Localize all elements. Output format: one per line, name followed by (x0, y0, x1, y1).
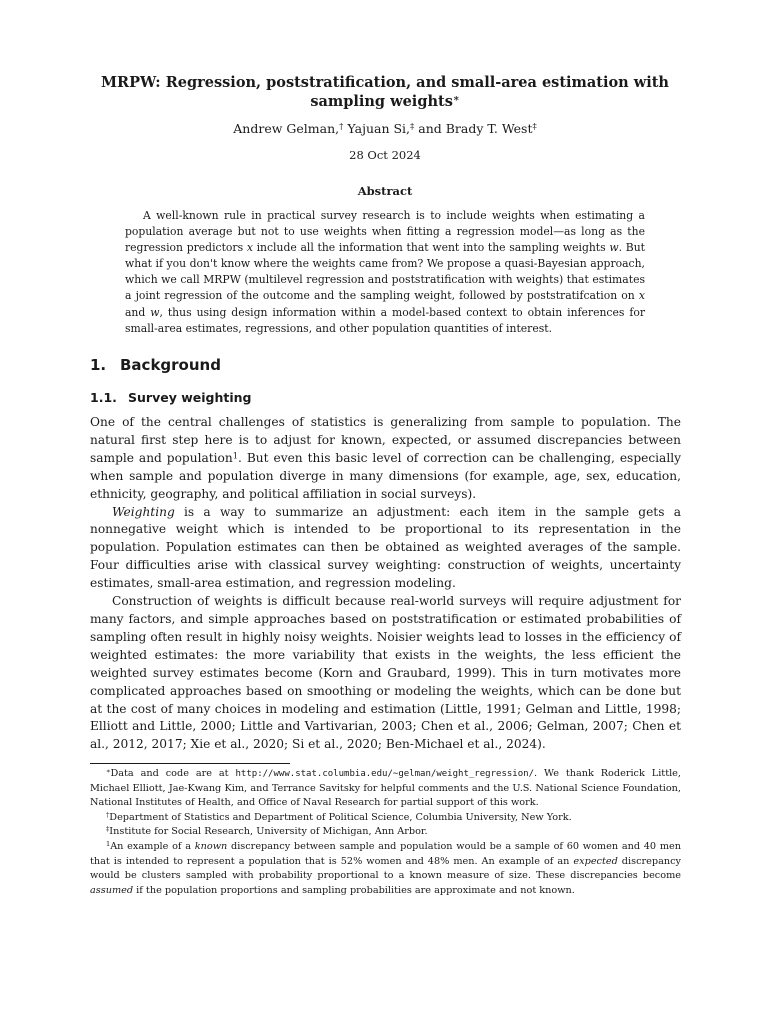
footnote-1 (90, 840, 681, 898)
author-list (0, 121, 770, 137)
title-line-2: sampling weights (310, 93, 453, 110)
footnote-ddagger-mark: ‡ (106, 825, 110, 834)
data-code-link[interactable]: http://www.stat.columbia.edu/∼gelman/weight_regression/ (235, 769, 535, 779)
footnote-1-emphasis-known: known (194, 840, 228, 852)
footnote-1-text-b: discrepancy between sample and population would be a sample of 60 women and 40 men that is intended to represent a population that is 52% women and 48% men. An example of an (90, 840, 681, 867)
abstract-part-3: . But what if you don't know where the weights came from? We propose a quasi-Bayesian approach, which we call MRPW (multilevel regression and poststratification with weights) that estimates a joint regression of the outcome and the sampling weight, followed by poststratifcation on (125, 241, 645, 303)
footnote-1-emphasis-expected: expected (573, 855, 618, 867)
abstract-part-2: include all the information that went into the sampling weights (252, 241, 610, 255)
footnote-star-text-b: . We thank Roderick Little, Michael Elliott, Jae-Kwang Kim, and Terrance Savitsky for helpful comments and the U.S. National Science Foundation, National Institutes of Health, and Office of Naval Research for partial support of this work. (90, 768, 681, 809)
title-footnote-mark[interactable]: ∗ (452, 93, 460, 105)
abstract-part-4: and (125, 305, 151, 319)
abstract-var-w: w (150, 305, 160, 319)
footnote-ref-1[interactable]: 1 (232, 450, 239, 461)
footnote-dagger (90, 811, 681, 826)
section-title: Background (120, 356, 221, 374)
author-si-mark[interactable]: ‡ (410, 122, 415, 133)
body-p1-part-a: One of the central challenges of statistics is generalizing from sample to population. The natural first step here is to adjust for known, expected, or assumed discrepancies between sample and population (90, 415, 681, 465)
body-paragraph-1 (90, 414, 681, 504)
footnote-1-text-c: discrepancy would be clusters sampled with probability proportional to a known measure of size. These discrepancies become (90, 855, 681, 882)
subsection-title: Survey weighting (128, 390, 252, 405)
footnote-star-mark: ∗ (106, 767, 111, 776)
footnote-star-text-a: Data and code are at (110, 768, 236, 779)
subsection-number: 1.1. (90, 390, 117, 405)
author-gelman-mark[interactable]: † (339, 122, 344, 133)
author-west: and Brady T. West (414, 121, 533, 136)
abstract-var-x: x (638, 289, 645, 303)
footnotes (90, 767, 681, 898)
title-line-1: MRPW: Regression, poststratification, and small-area estimation with (101, 74, 669, 91)
body-p2-emphasis: Weighting (112, 504, 175, 519)
footnote-dagger-text: Department of Statistics and Department of Political Science, Columbia University, New York. (109, 811, 572, 823)
footnote-1-emphasis-assumed: assumed (90, 884, 134, 896)
author-gelman: Andrew Gelman, (233, 121, 340, 136)
footnote-divider (90, 763, 290, 764)
footnote-dagger-mark: † (106, 810, 110, 819)
body-p2-text: is a way to summarize an adjustment: each item in the sample gets a nonnegative weight which is intended to be proportional to its representation in the population. Population estimates can then be obtained as weighted averages of the sample. Four difficulties arise with classical survey weighting: construction of weights, uncertainty estimates, small-area estimation, and regression modeling. (90, 504, 681, 591)
abstract-var-x: x (246, 241, 253, 255)
footnote-1-text-a: An example of a (110, 840, 195, 852)
author-west-mark[interactable]: ‡ (532, 122, 537, 133)
section-heading-background (90, 355, 221, 375)
footnote-ddagger (90, 825, 681, 840)
footnote-ddagger-text: Institute for Social Research, University of Michigan, Ann Arbor. (109, 826, 428, 838)
footnote-star (90, 767, 681, 811)
abstract-heading: Abstract (357, 184, 413, 198)
footnote-1-text-d: if the population proportions and sampling probabilities are approximate and not known. (133, 884, 575, 896)
author-si: Yajuan Si, (343, 121, 411, 136)
paper-title (90, 73, 680, 111)
paper-date: 28 Oct 2024 (349, 148, 421, 162)
footnote-1-mark: 1 (106, 840, 111, 849)
body-p1-part-b: . But even this basic level of correction can be challenging, especially when sample and population diverge in many dimensions (for example, age, sex, education, ethnicity, geography, and political affiliation in social surveys). (90, 450, 681, 501)
abstract-text (125, 208, 645, 337)
abstract-var-w: w (609, 241, 619, 255)
body-paragraph-2 (90, 504, 681, 594)
subsection-heading-survey-weighting (90, 389, 251, 406)
body-text (90, 414, 681, 754)
abstract-part-5: , thus using design information within a model-based context to obtain inferences for small-area estimates, regressions, and other population quantities of interest. (125, 305, 646, 335)
body-paragraph-3: Construction of weights is difficult because real-world surveys will require adjustment for many factors, and simple approaches based on poststratification or estimated probabilities of sampling often result in highly noisy weights. Noisier weights lead to losses in the efficiency of weighted estimates: the more variability that exists in the weights, the less efficient the weighted survey estimates become (Korn and Graubard, 1999). This in turn motivates more complicated approaches based on smoothing or modeling the weights, which can be done but at the cost of many choices in modeling and estimation (Little, 1991; Gelman and Little, 1998; Elliott and Little, 2000; Little and Vartivarian, 2003; Chen et al., 2006; Gelman, 2007; Chen et al., 2012, 2017; Xie et al., 2020; Si et al., 2020; Ben-Michael et al., 2024). (90, 594, 681, 752)
abstract-part-1: A well-known rule in practical survey research is to include weights when estimating a population average but not to use weights when fitting a regression model—as long as the regression predictors (125, 209, 645, 255)
section-number: 1. (90, 356, 107, 374)
